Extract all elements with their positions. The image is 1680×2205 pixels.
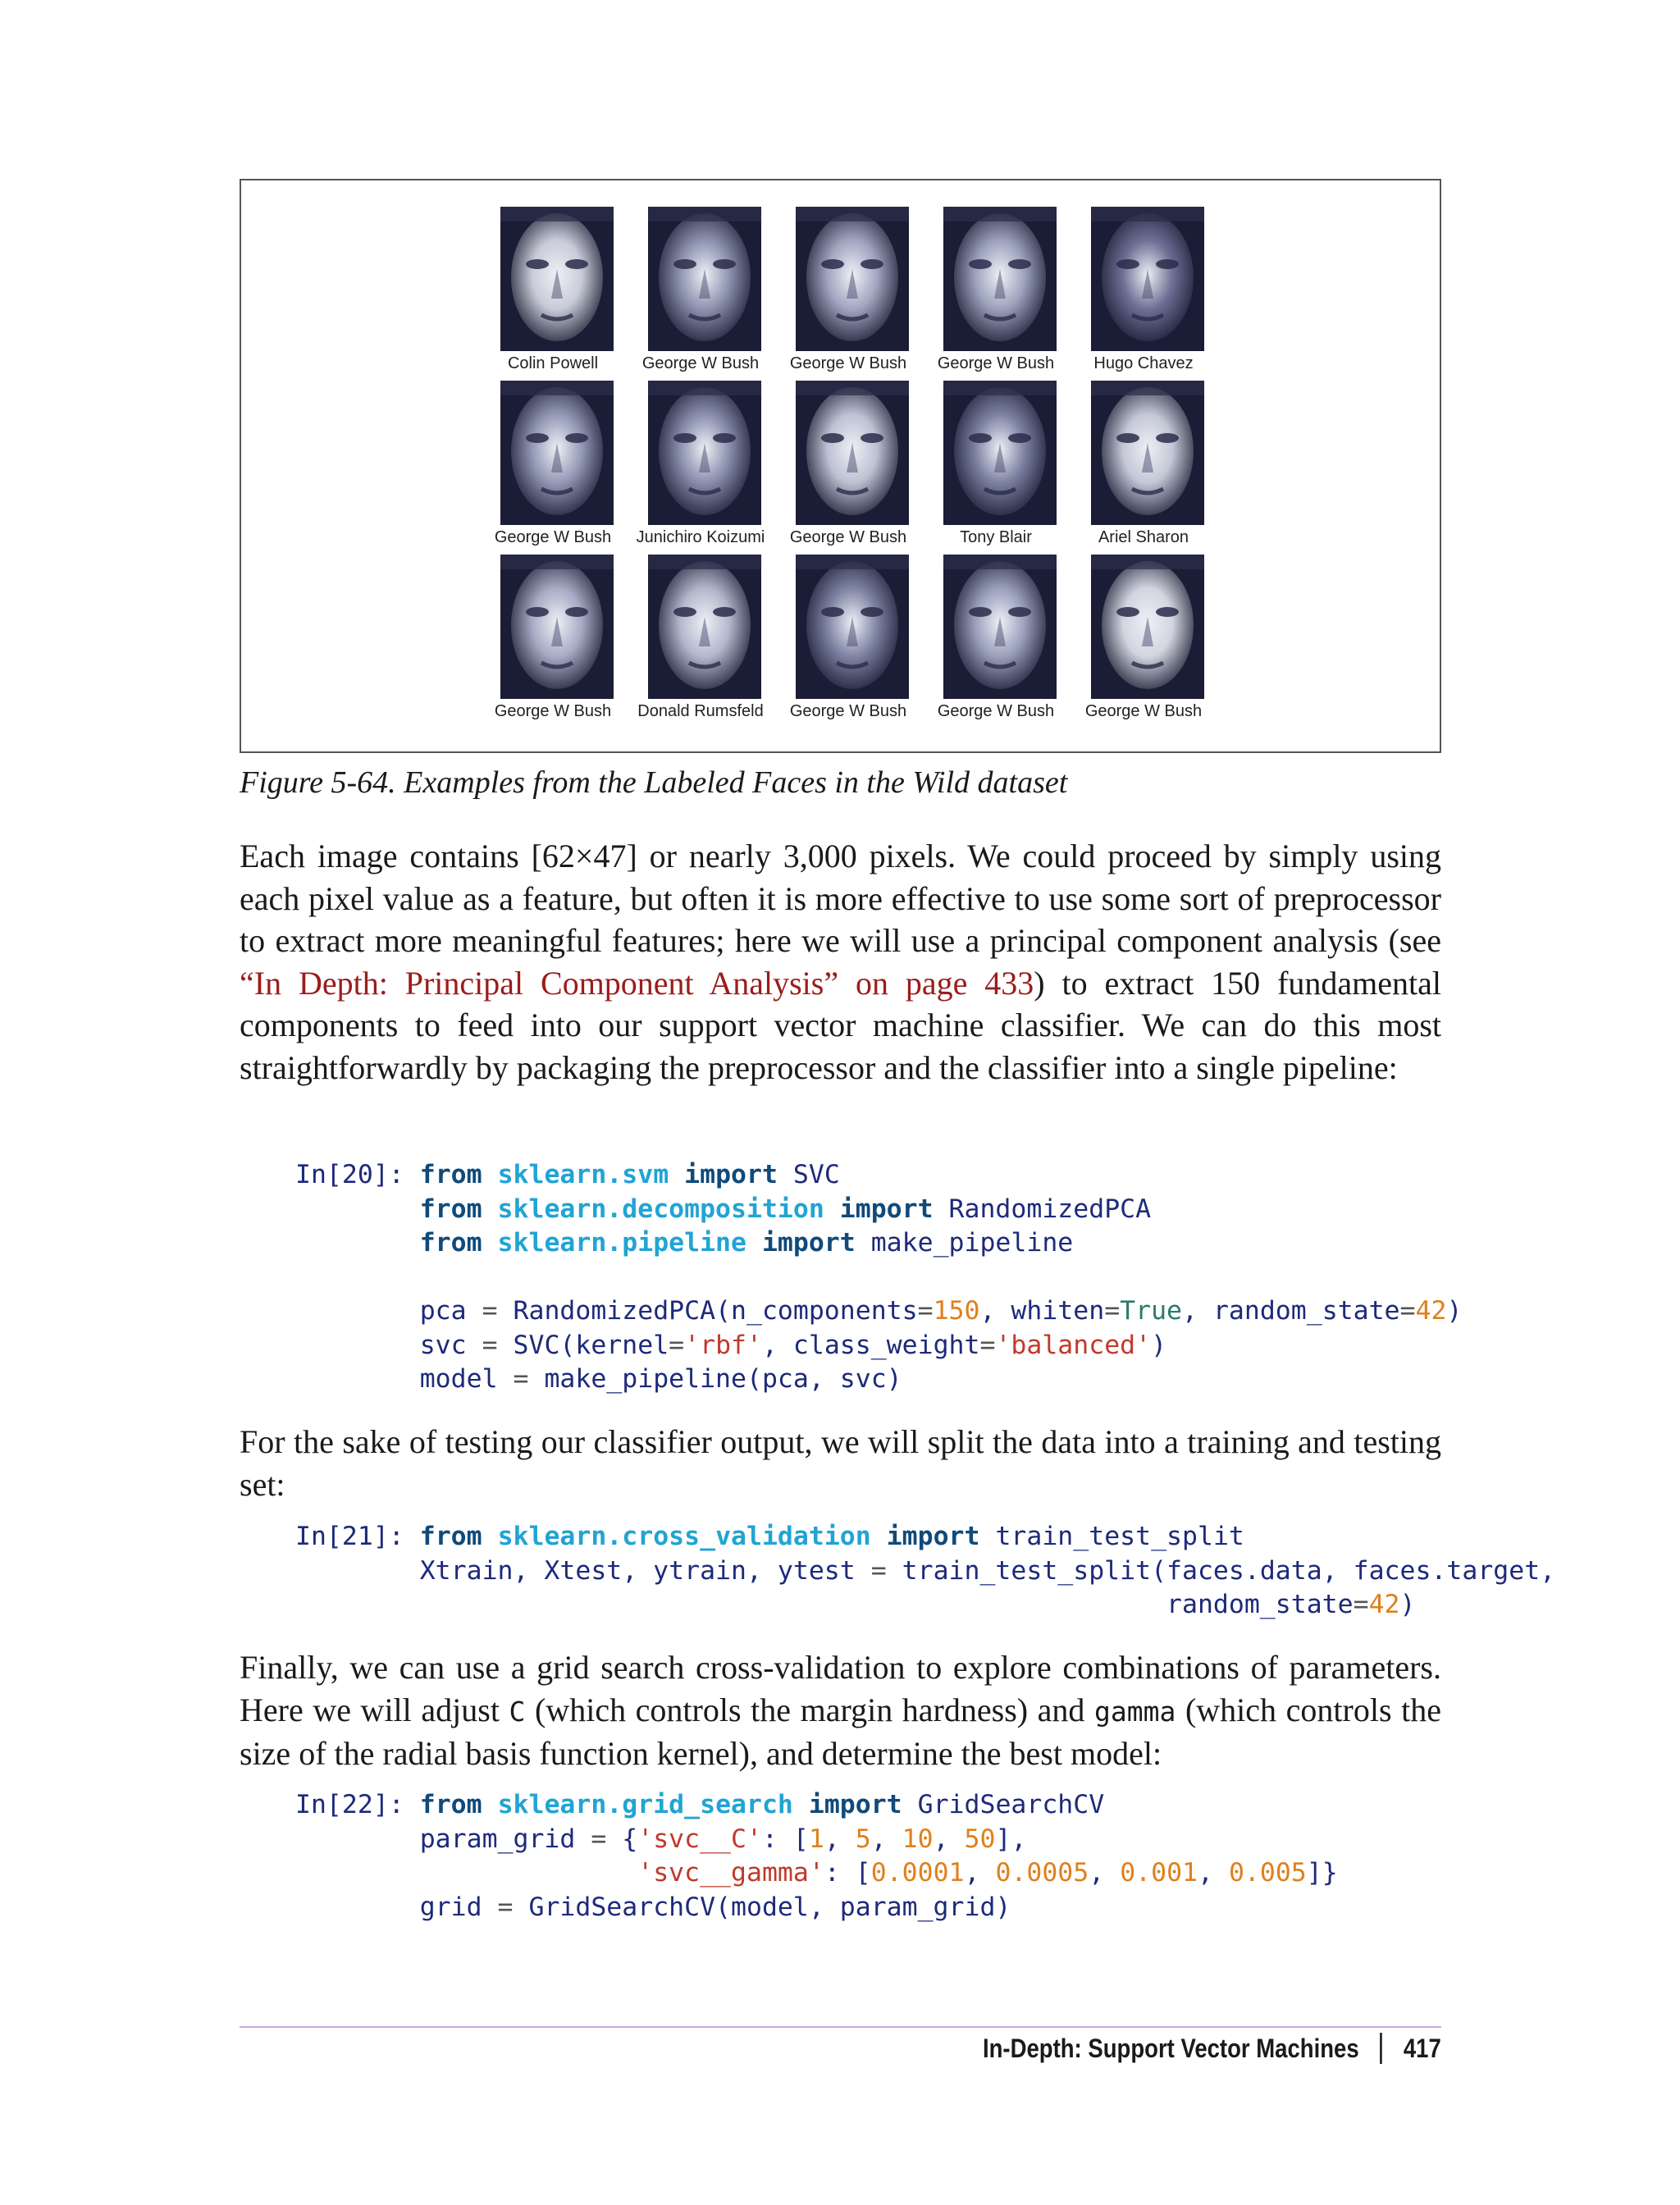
paragraph-grid-search (240, 1646, 1441, 1775)
face-name-label: Donald Rumsfeld (637, 702, 764, 720)
face-name-label: George W Bush (937, 702, 1055, 720)
inline-code-gamma: gamma (1094, 1695, 1176, 1728)
face-thumbnail (922, 381, 1070, 545)
code-body: from sklearn.svm import SVC from sklearn.decomposition import RandomizedPCA from sklearn.pipeline import make_pipeline pca = RandomizedPCA(n_components=150, whiten=True, random_state=42) svc = SVC(kernel='rbf', class_weight='balanced') model = make_pipeline(pca, svc) (419, 1160, 1463, 1394)
face-thumbnail (479, 555, 627, 719)
face-image (648, 555, 761, 699)
face-name-label: George W Bush (494, 528, 612, 546)
face-thumbnail (479, 381, 627, 545)
face-image (1091, 381, 1204, 525)
face-name-label: Ariel Sharon (1098, 528, 1189, 546)
paragraph-text: Finally, we can use a grid search cross-validation to explore combinations of parameters. Here we will adjust (240, 1649, 1441, 1728)
paragraph-split: For the sake of testing our classifier output, we will split the data into a training and testing set: (240, 1423, 1441, 1503)
face-name-label: Junichiro Koizumi (636, 528, 765, 546)
face-name-label: George W Bush (789, 354, 907, 372)
face-thumbnail (774, 207, 922, 371)
face-thumbnail (922, 555, 1070, 719)
footer-separator (1381, 2033, 1383, 2064)
code-prompt: In[20]: (295, 1160, 404, 1189)
face-thumbnail (774, 555, 922, 719)
face-image (943, 555, 1057, 699)
code-prompt: In[22]: (295, 1790, 404, 1819)
page-footer (983, 2033, 1441, 2064)
face-image (1091, 555, 1204, 699)
face-image (648, 381, 761, 525)
face-image (500, 381, 614, 525)
face-image (648, 207, 761, 351)
code-body: from sklearn.grid_search import GridSearchCV param_grid = {'svc__C': [1, 5, 10, 50], 'svc__gamma': [0.0001, 0.0005, 0.001, 0.005]} grid = GridSearchCV(model, param_grid) (419, 1790, 1338, 1922)
footer-divider (240, 2026, 1441, 2028)
inline-code-c: C (509, 1695, 526, 1728)
paragraph-text: ) to extract 150 fundamental components to feed into our support vector machine classifier. We can do this most straightforwardly by packaging the preprocessor and the classifier into a single pipeline: (240, 964, 1441, 1086)
figure-caption: Figure 5-64. Examples from the Labeled Faces in the Wild dataset (240, 765, 1068, 800)
face-thumbnail (627, 381, 774, 545)
face-thumbnail (922, 207, 1070, 371)
code-cell-in20 (295, 1158, 1462, 1397)
code-cell-in22 (295, 1788, 1338, 1924)
face-name-label: Tony Blair (960, 528, 1032, 546)
code-prompt: In[21]: (295, 1522, 404, 1551)
figure-frame (240, 179, 1441, 753)
face-image (500, 555, 614, 699)
code-body: from sklearn.cross_validation import train_test_split Xtrain, Xtest, ytrain, ytest = train_test_split(faces.data, faces.target, random_state=42) (419, 1522, 1556, 1619)
face-thumbnail (479, 207, 627, 371)
face-name-label: George W Bush (494, 702, 612, 720)
paragraph-text: (which controls the margin hardness) and (525, 1691, 1095, 1728)
face-name-label: George W Bush (641, 354, 760, 372)
face-name-label: Hugo Chavez (1093, 354, 1194, 372)
face-image (796, 555, 909, 699)
code-cell-in21 (295, 1520, 1555, 1623)
page-number: 417 (1404, 2034, 1441, 2063)
face-image (500, 207, 614, 351)
face-image (943, 381, 1057, 525)
face-image (796, 207, 909, 351)
face-name-label: George W Bush (1084, 702, 1203, 720)
face-thumbnail (1070, 555, 1217, 719)
face-name-label: George W Bush (937, 354, 1055, 372)
face-name-label: Colin Powell (507, 354, 599, 372)
cross-reference-link[interactable]: “In Depth: Principal Component Analysis” on page 433 (240, 964, 1034, 1002)
face-thumbnail (774, 381, 922, 545)
face-image (1091, 207, 1204, 351)
paragraph-pca (240, 835, 1441, 1089)
face-thumbnail (627, 555, 774, 719)
footer-section-title: In-Depth: Support Vector Machines (983, 2034, 1359, 2063)
face-thumbnail (1070, 381, 1217, 545)
face-image-grid (479, 207, 1217, 732)
face-image (796, 381, 909, 525)
face-thumbnail (627, 207, 774, 371)
face-name-label: George W Bush (789, 528, 907, 546)
face-thumbnail (1070, 207, 1217, 371)
paragraph-text: (which controls the size of the radial basis function kernel), and determine the best model: (240, 1691, 1441, 1772)
face-name-label: George W Bush (789, 702, 907, 720)
face-image (943, 207, 1057, 351)
paragraph-text: Each image contains [62×47] or nearly 3,000 pixels. We could proceed by simply using each pixel value as a feature, but often it is more effective to use some sort of preprocessor to extract more meaningful features; here we will use a principal component analysis (see (240, 838, 1441, 959)
